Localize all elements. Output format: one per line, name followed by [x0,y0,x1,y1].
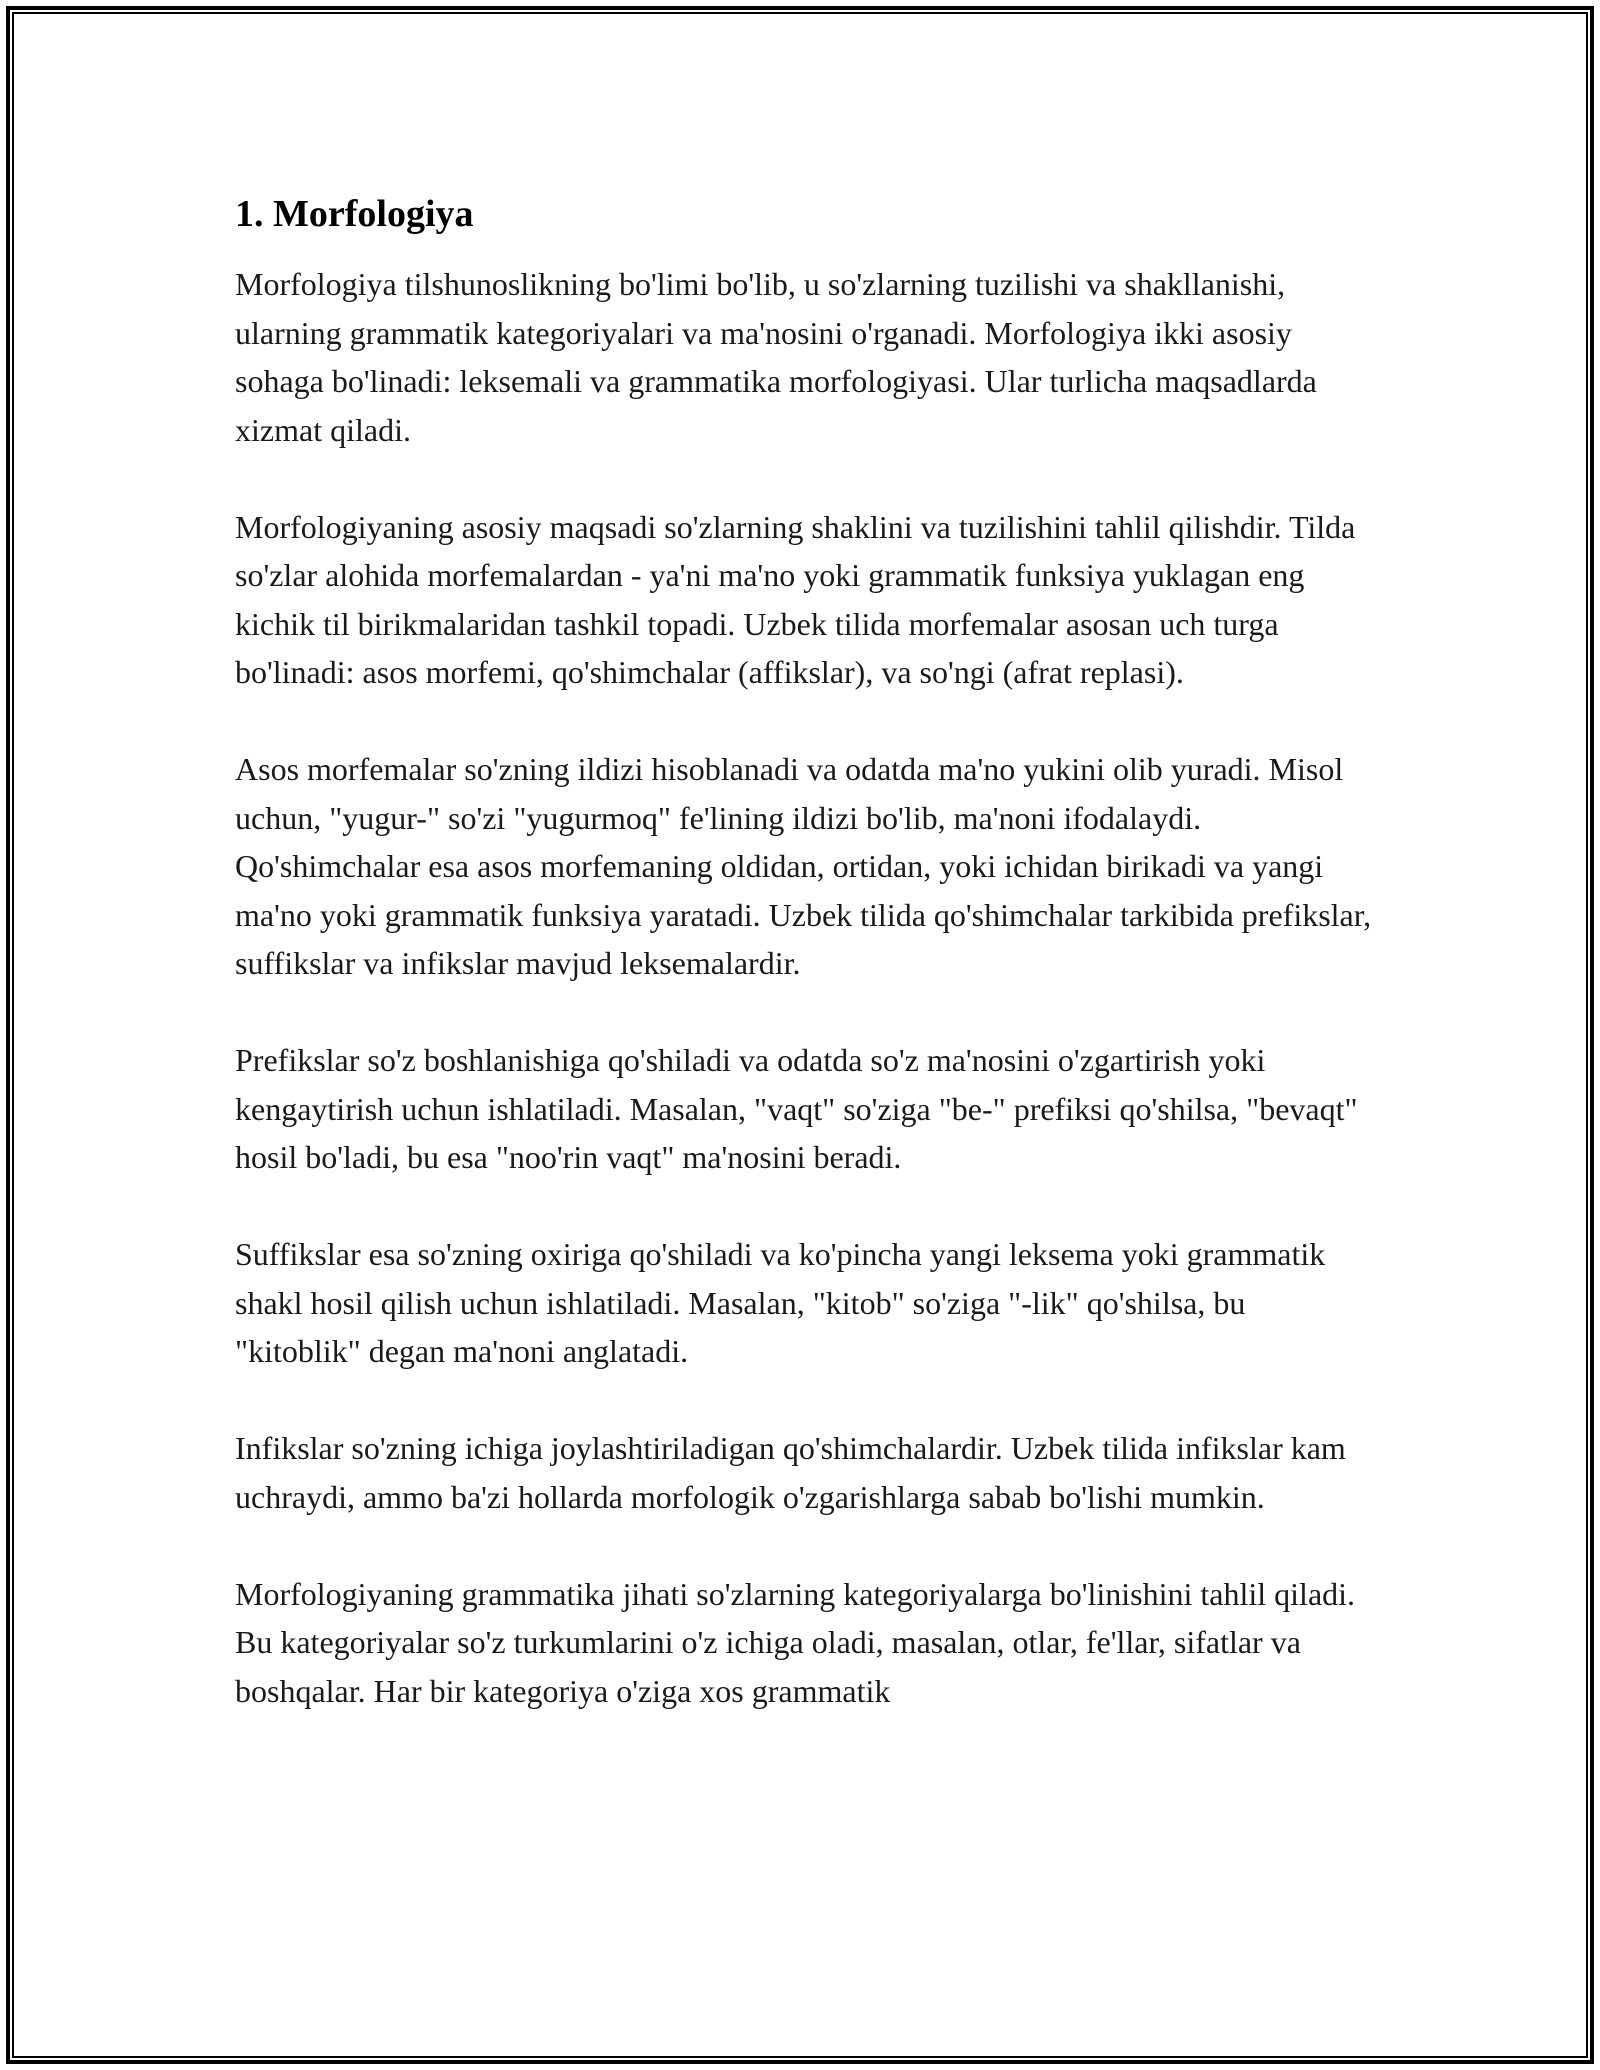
section-heading: 1. Morfologiya [235,193,474,235]
paragraph-1: Morfologiya tilshunoslikning bo'limi bo'lib, u so'zlarning tuzilishi va shakllanishi, ularning grammatik kategoriyalari va ma'nosini o'rganadi. Morfologiya ikki asosiy sohaga bo'linadi: leksemali va grammatika morfologiyasi. Ular turlicha maqsadlarda xizmat qiladi. [235,266,1317,448]
paragraph-6: Infikslar so'zning ichiga joylashtiriladigan qo'shimchalardir. Uzbek tilida infikslar kam uchraydi, ammo ba'zi hollarda morfologik o'zgarishlarga sabab bo'lishi mumkin. [235,1430,1346,1515]
paragraph-2: Morfologiyaning asosiy maqsadi so'zlarning shaklini va tuzilishini tahlil qilishdir. Tilda so'zlar alohida morfemalardan - ya'ni ma'no yoki grammatik funksiya yuklagan eng kichik til birikmalaridan tashkil topadi. Uzbek tilida morfemalar asosan uch turga bo'linadi: asos morfemi, qo'shimchalar (affikslar), va so'ngi (afrat replasi). [235,508,1356,690]
paragraph-7: Morfologiyaning grammatika jihati so'zlarning kategoriyalarga bo'linishini tahlil qiladi. Bu kategoriyalar so'z turkumlarini o'z ichiga oladi, masalan, otlar, fe'llar, sifatlar va boshqalar. Har bir kategoriya o'ziga xos grammatik [235,1575,1356,1709]
document-body [235,188,1375,1715]
paragraph-4: Prefikslar so'z boshlanishiga qo'shiladi va odatda so'z ma'nosini o'zgartirish yoki kengaytirish uchun ishlatiladi. Masalan, "vaqt" so'ziga "be-" prefiksi qo'shilsa, "bevaqt" hosil bo'ladi, bu esa "noo'rin vaqt" ma'nosini beradi. [235,1042,1358,1175]
paragraph-3: Asos morfemalar so'zning ildizi hisoblanadi va odatda ma'no yukini olib yuradi. Misol uchun, "yugur-" so'zi "yugurmoq" fe'lining ildizi bo'lib, ma'noni ifodalaydi. Qo'shimchalar esa asos morfemaning oldidan, ortidan, yoki ichidan birikadi va yangi ma'no yoki grammatik funksiya yaratadi. Uzbek tilida qo'shimchalar tarkibida prefikslar, suffikslar va infikslar mavjud leksemalardir. [235,751,1372,981]
paragraph-5: Suffikslar esa so'zning oxiriga qo'shiladi va ko'pincha yangi leksema yoki grammatik shakl hosil qilish uchun ishlatiladi. Masalan, "kitob" so'ziga "-lik" qo'shilsa, bu "kitoblik" degan ma'noni anglatadi. [235,1236,1326,1369]
